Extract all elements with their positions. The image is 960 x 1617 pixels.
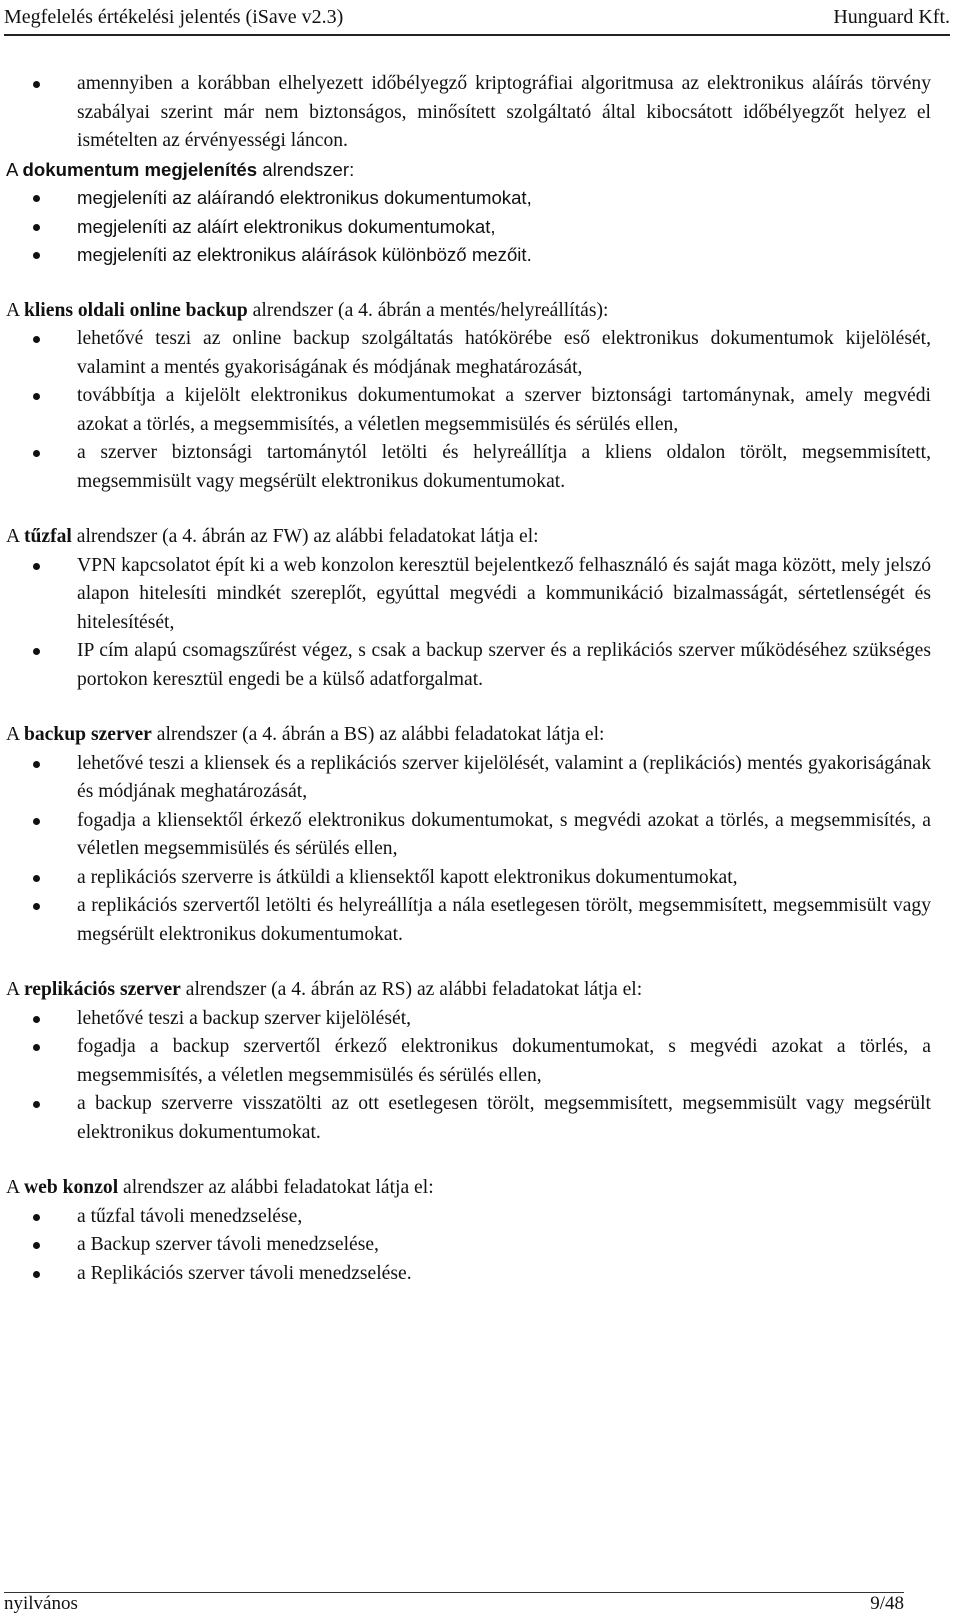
page-header <box>4 0 950 36</box>
list-item: megjeleníti az aláírandó elektronikus dokumentumokat, <box>6 184 931 213</box>
list-item: amennyiben a korábban elhelyezett időbélyegző kriptográfiai algoritmusa az elektronikus aláírás törvény szabályai szerint már nem biztonságos, minősített szolgáltató által kibocsátott időbélyegzőt helyez el ismételten az érvényességi láncon. <box>6 70 931 156</box>
company-name: Hunguard Kft. <box>833 5 950 28</box>
list-item: IP cím alapú csomagszűrést végez, s csak a backup szerver és a replikációs szerver működéséhez szükséges portokon keresztül engedi be a külső adatforgalmat. <box>6 637 931 694</box>
list-item: lehetővé teszi a kliensek és a replikációs szerver kijelölését, valamint a (replikációs) mentés gyakoriságának és módjának meghatározását, <box>6 750 931 807</box>
heading-bold-term: backup szerver <box>23 724 152 745</box>
page-number: 9/48 <box>870 1593 904 1614</box>
heading-bold-term: dokumentum megjelenítés <box>22 158 258 180</box>
section-heading-replication-server: A replikációs szerver alrendszer (a 4. ábrán az RS) az alábbi feladatokat látja el: <box>6 979 643 1000</box>
replication-server-list <box>6 1005 931 1148</box>
heading-bold-term: kliens oldali online backup <box>23 299 248 321</box>
heading-bold-term: tűzfal <box>23 526 72 547</box>
list-item: a Backup szerver távoli menedzselése, <box>6 1231 931 1260</box>
section-heading-backup-server: A backup szerver alrendszer (a 4. ábrán a BS) az alábbi feladatokat látja el: <box>6 724 605 745</box>
list-item: lehetővé teszi a backup szerver kijelölését, <box>6 1005 931 1034</box>
classification-label: nyilvános <box>4 1593 78 1614</box>
list-item: a replikációs szerverre is átküldi a kliensektől kapott elektronikus dokumentumokat, <box>6 864 931 893</box>
section-heading-display: A dokumentum megjelenítés alrendszer: <box>6 158 355 180</box>
document-body <box>6 70 931 1288</box>
intro-list <box>6 70 931 156</box>
list-item: továbbítja a kijelölt elektronikus dokumentumokat a szerver biztonsági tartománynak, amely megvédi azokat a törlés, a megsemmisítés, a véletlen megsemmisülés és sérülés ellen, <box>6 382 931 439</box>
page-footer <box>4 1592 904 1615</box>
document-title: Megfelelés értékelési jelentés (iSave v2.3) <box>4 5 344 28</box>
list-item: a tűzfal távoli menedzselése, <box>6 1203 931 1232</box>
section-heading-client-backup: A kliens oldali online backup alrendszer (a 4. ábrán a mentés/helyreállítás): <box>6 299 609 321</box>
list-item: megjeleníti az aláírt elektronikus dokumentumokat, <box>6 213 931 242</box>
list-item: megjeleníti az elektronikus aláírások különböző mezőit. <box>6 241 931 270</box>
firewall-list <box>6 552 931 695</box>
section-heading-web-console: A web konzol alrendszer az alábbi feladatokat látja el: <box>6 1177 434 1198</box>
list-item: a szerver biztonsági tartománytól letölti és helyreállítja a kliens oldalon törölt, megsemmisített, megsemmisült vagy megsérült elektronikus dokumentumokat. <box>6 439 931 496</box>
list-item: fogadja a kliensektől érkező elektronikus dokumentumokat, s megvédi azokat a törlés, a megsemmisítés, a véletlen megsemmisülés és sérülés ellen, <box>6 807 931 864</box>
list-item: VPN kapcsolatot épít ki a web konzolon keresztül bejelentkező felhasználó és saját maga között, mely jelszó alapon hitelesíti mindkét szereplőt, egyúttal megvédi a kommunikáció bizalmasságát, sértetlenségét és hitelesítését, <box>6 552 931 638</box>
list-item: a replikációs szervertől letölti és helyreállítja a nála esetlegesen törölt, megsemmisített, megsemmisült vagy megsérült elektronikus dokumentumokat. <box>6 892 931 949</box>
list-item: lehetővé teszi az online backup szolgáltatás hatókörébe eső elektronikus dokumentumok kijelölését, valamint a mentés gyakoriságának és módjának meghatározását, <box>6 325 931 382</box>
section-heading-firewall: A tűzfal alrendszer (a 4. ábrán az FW) az alábbi feladatokat látja el: <box>6 526 539 547</box>
list-item: a backup szerverre visszatölti az ott esetlegesen törölt, megsemmisített, megsemmisült vagy megsérült elektronikus dokumentumokat. <box>6 1090 931 1147</box>
web-console-list <box>6 1203 931 1289</box>
list-item: a Replikációs szerver távoli menedzselése. <box>6 1260 931 1289</box>
display-list <box>6 184 931 270</box>
heading-bold-term: replikációs szerver <box>23 979 181 1000</box>
backup-server-list <box>6 750 931 950</box>
heading-bold-term: web konzol <box>23 1177 119 1198</box>
list-item: fogadja a backup szervertől érkező elektronikus dokumentumokat, s megvédi azokat a törlés, a megsemmisítés, a véletlen megsemmisülés és sérülés ellen, <box>6 1033 931 1090</box>
client-backup-list <box>6 325 931 496</box>
